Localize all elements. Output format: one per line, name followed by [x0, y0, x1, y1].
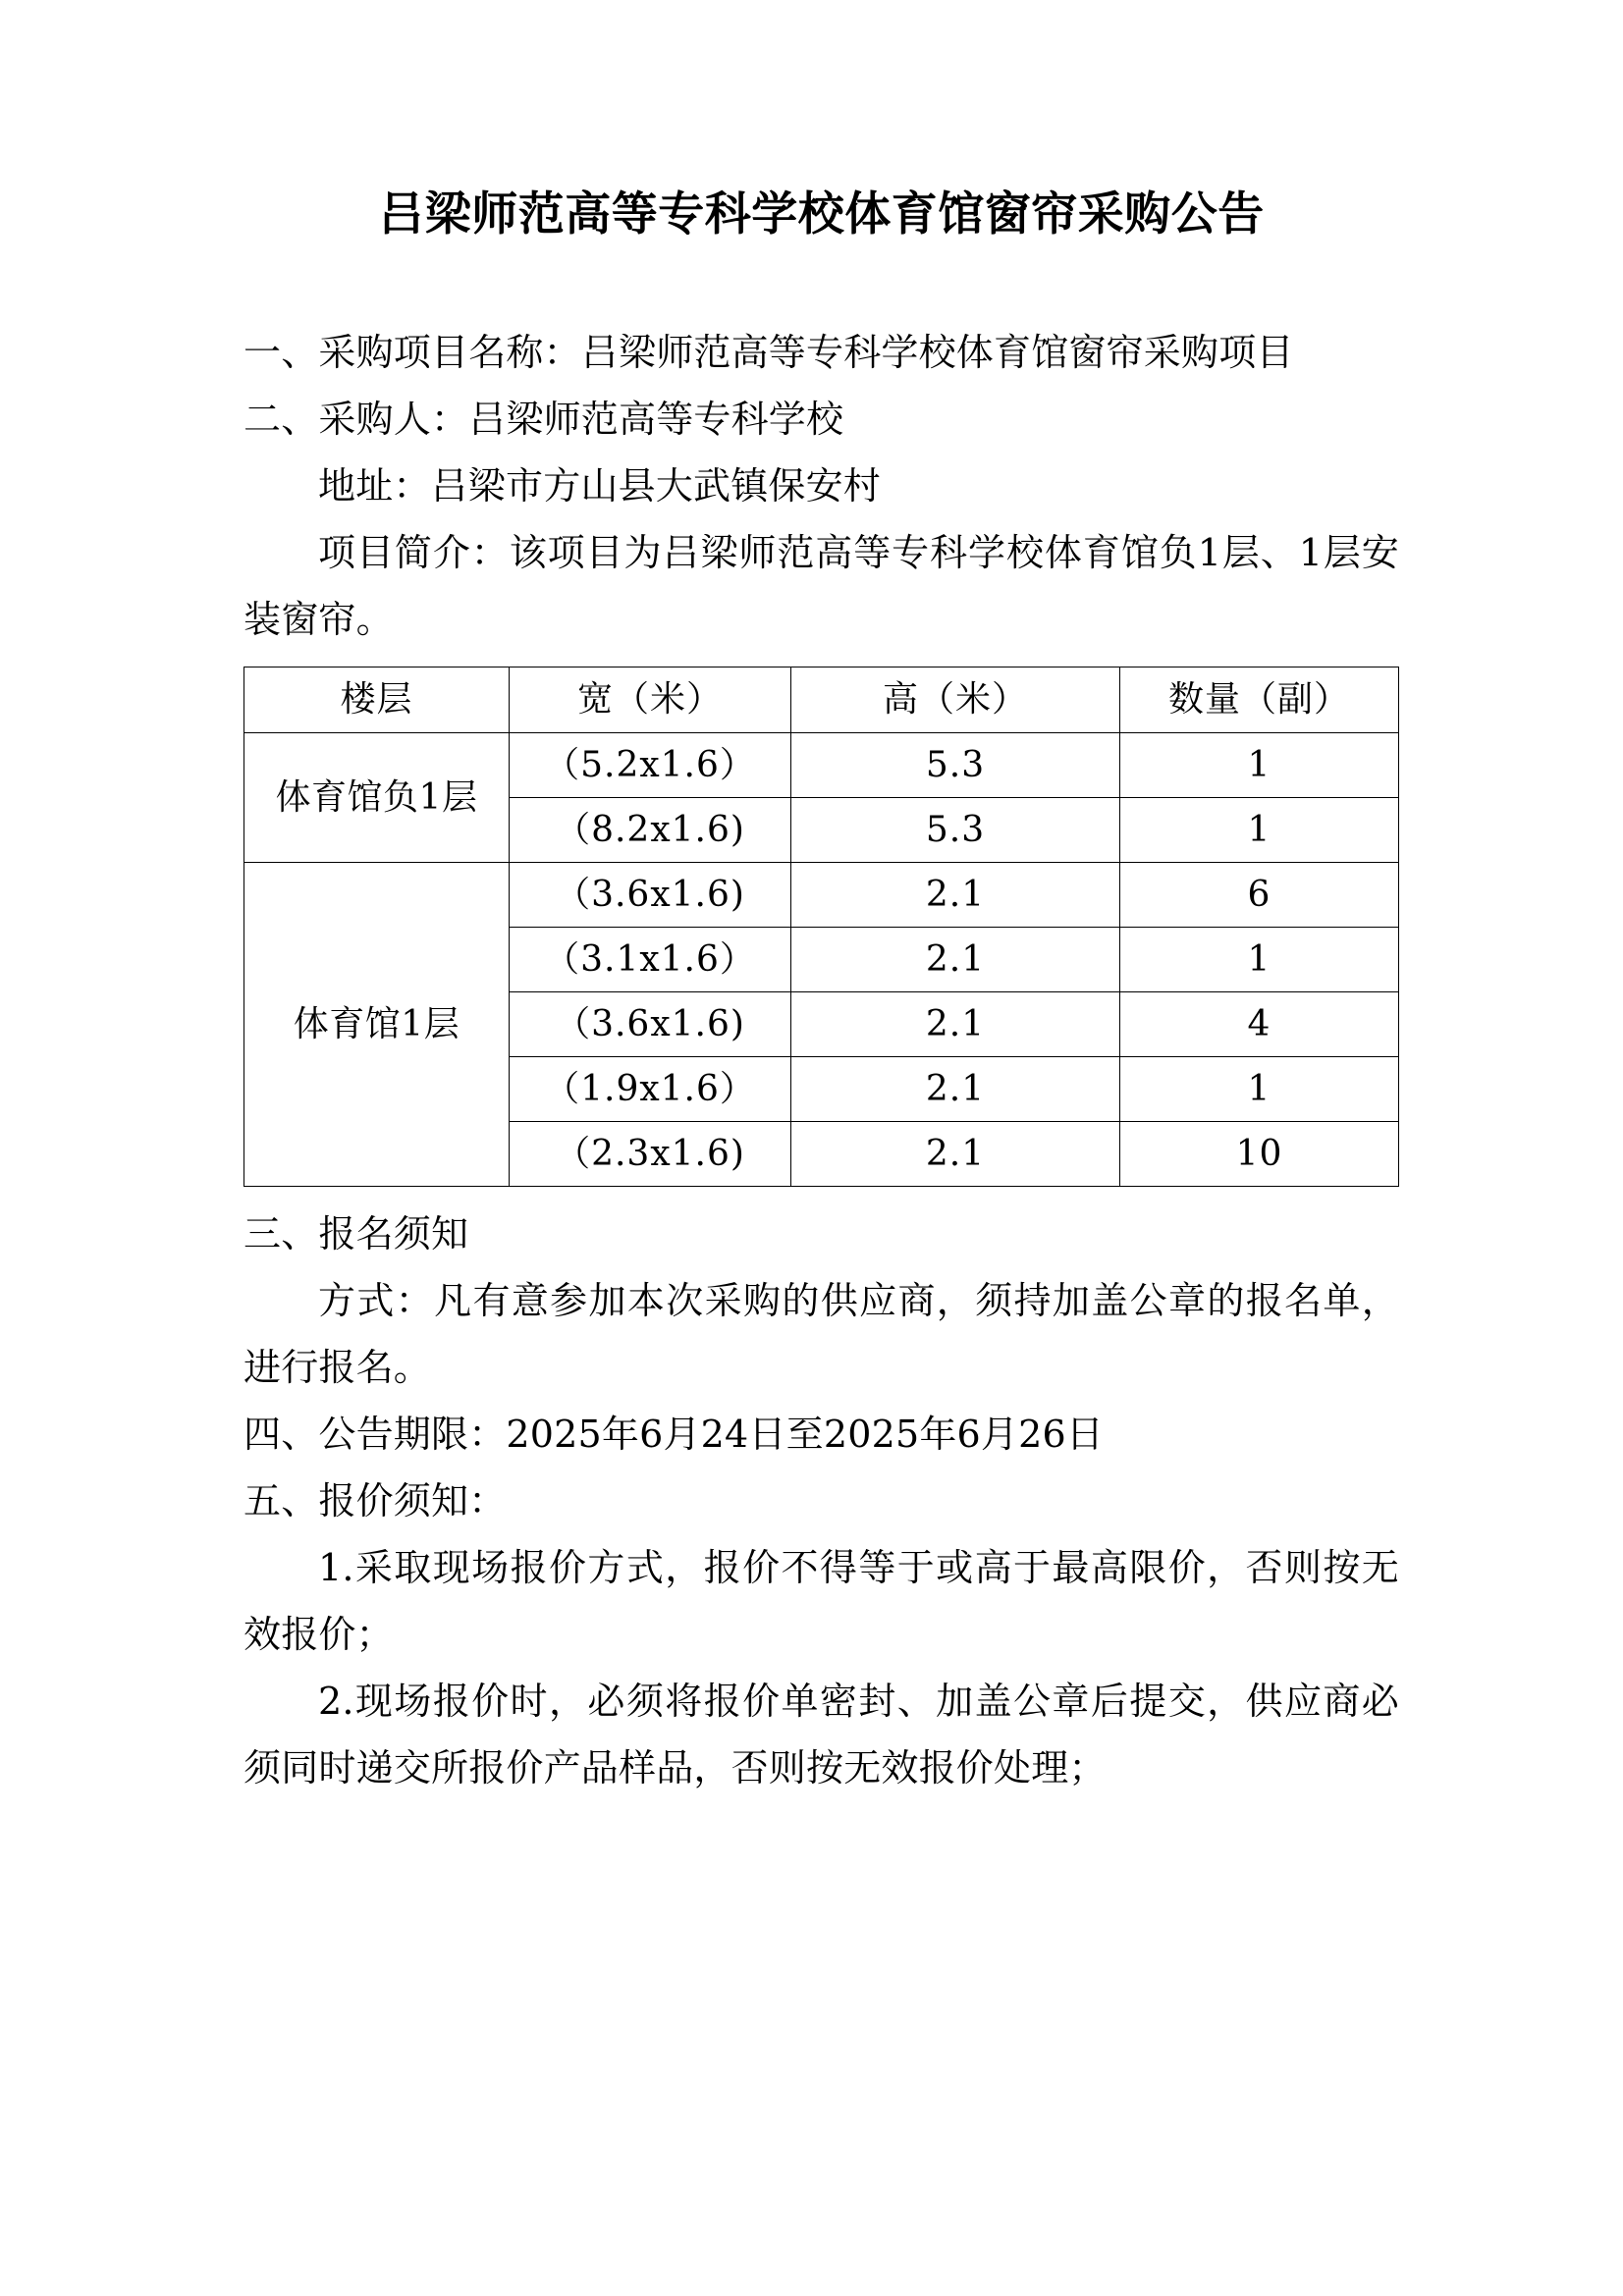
cell-width: （5.2x1.6） [510, 732, 791, 797]
section-registration-notice: 三、报名须知 [243, 1211, 469, 1255]
cell-width: （3.1x1.6） [510, 927, 791, 991]
quotation-rule-2: 2.现场报价时，必须将报价单密封、加盖公章后提交，供应商必须同时递交所报价产品样品，否则按无效报价处理； [243, 1679, 1399, 1789]
table-row [244, 732, 1399, 797]
cell-quantity: 1 [1120, 797, 1399, 862]
cell-quantity: 1 [1120, 927, 1399, 991]
cell-floor-group-f1: 体育馆1层 [244, 862, 510, 1186]
column-header-width: 宽（米） [510, 667, 791, 732]
cell-height: 5.3 [791, 797, 1120, 862]
cell-quantity: 6 [1120, 862, 1399, 927]
page-title: 吕梁师范高等专科学校体育馆窗帘采购公告 [378, 187, 1265, 241]
cell-quantity: 1 [1120, 732, 1399, 797]
column-header-height: 高（米） [791, 667, 1120, 732]
section-registration-method: 方式：凡有意参加本次采购的供应商，须持加盖公章的报名单，进行报名。 [243, 1278, 1399, 1389]
cell-height: 2.1 [791, 991, 1120, 1056]
section-address: 地址：吕梁市方山县大武镇保安村 [318, 463, 882, 507]
cell-width: （3.6x1.6) [510, 991, 791, 1056]
column-header-floor: 楼层 [244, 667, 510, 732]
table-header-row [244, 667, 1399, 732]
cell-width: （2.3x1.6) [510, 1121, 791, 1186]
cell-height: 2.1 [791, 1056, 1120, 1121]
column-header-quantity: 数量（副） [1120, 667, 1399, 732]
table-row [244, 862, 1399, 927]
cell-height: 2.1 [791, 1121, 1120, 1186]
section-announcement-period: 四、公告期限：2025年6月24日至2025年6月26日 [243, 1412, 1105, 1456]
cell-quantity: 4 [1120, 991, 1399, 1056]
cell-width: （8.2x1.6) [510, 797, 791, 862]
cell-height: 2.1 [791, 927, 1120, 991]
section-project-intro: 项目简介：该项目为吕梁师范高等专科学校体育馆负1层、1层安装窗帘。 [243, 530, 1399, 641]
cell-quantity: 10 [1120, 1121, 1399, 1186]
cell-floor-group-b1: 体育馆负1层 [244, 732, 510, 862]
cell-quantity: 1 [1120, 1056, 1399, 1121]
cell-width: （3.6x1.6) [510, 862, 791, 927]
cell-height: 2.1 [791, 862, 1120, 927]
section-project-name: 一、采购项目名称：吕梁师范高等专科学校体育馆窗帘采购项目 [243, 330, 1294, 374]
cell-height: 5.3 [791, 732, 1120, 797]
cell-width: （1.9x1.6） [510, 1056, 791, 1121]
curtain-spec-table [243, 667, 1399, 1187]
quotation-rule-1: 1.采取现场报价方式，报价不得等于或高于最高限价，否则按无效报价； [243, 1545, 1399, 1656]
section-purchaser: 二、采购人：吕梁师范高等专科学校 [243, 397, 844, 441]
section-quotation-notice: 五、报价须知： [243, 1478, 507, 1522]
